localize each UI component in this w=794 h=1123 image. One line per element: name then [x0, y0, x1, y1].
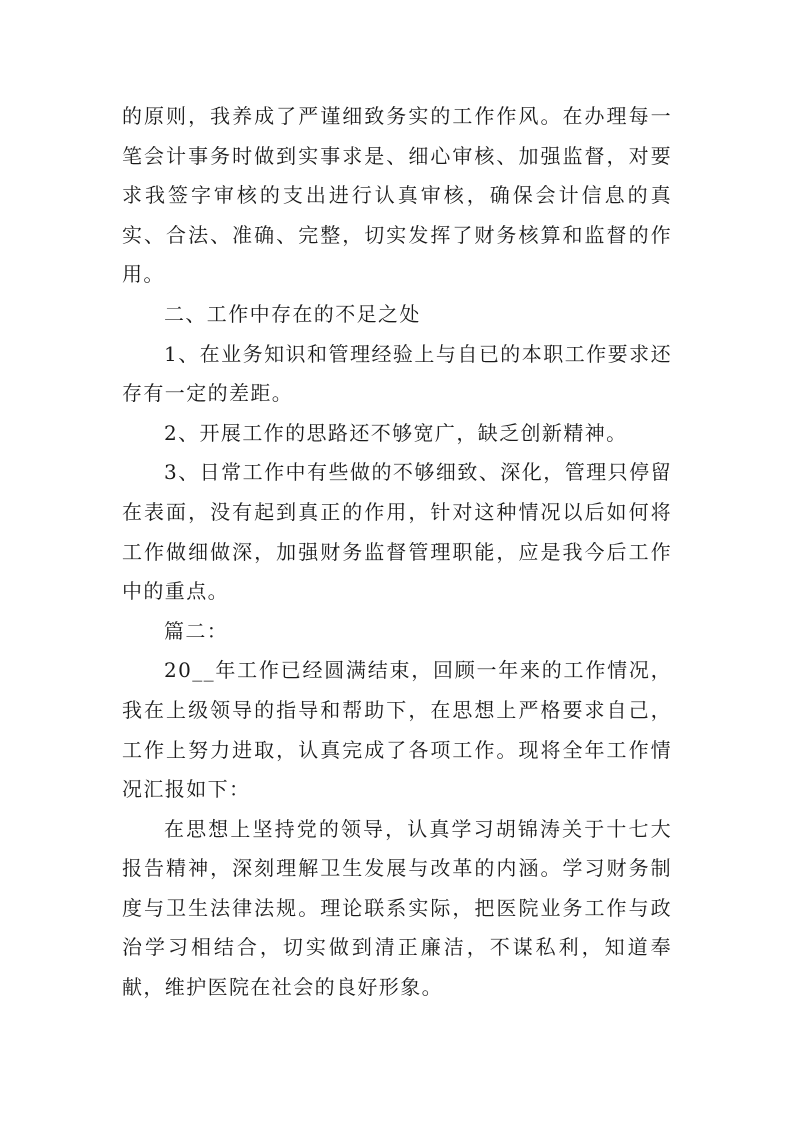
paragraph-ideology: 在思想上坚持党的领导，认真学习胡锦涛关于十七大报告精神，深刻理解卫生发展与改革的内涵。学习财务制度与卫生法律法规。理论联系实际，把医院业务工作与政治学习相结合，切实做到清正廉洁，不谋私利，知道奉献，维护医院在社会的良好形象。	[122, 816, 672, 1000]
paragraph-principle: 的原则，我养成了严谨细致务实的工作作风。在办理每一笔会计事务时做到实事求是、细心审核、加强监督，对要求我签字审核的支出进行认真审核，确保会计信息的真实、合法、准确、完整，切实发挥了财务核算和监督的作用。	[122, 104, 672, 287]
section-heading-shortcomings: 二、工作中存在的不足之处	[164, 301, 421, 326]
list-item-3: 3、日常工作中有些做的不够细致、深化，管理只停留在表面，没有起到真正的作用，针对这种情况以后如何将工作做细做深，加强财务监督管理职能，应是我今后工作中的重点。	[122, 460, 672, 604]
list-item-1: 1、在业务知识和管理经验上与自已的本职工作要求还存有一定的差距。	[122, 341, 672, 406]
article-heading-part-two: 篇二：	[164, 618, 229, 643]
list-item-2: 2、开展工作的思路还不够宽广，缺乏创新精神。	[164, 420, 628, 445]
document-body	[122, 97, 672, 1008]
paragraph-year-summary: 20__年工作已经圆满结束，回顾一年来的工作情况，我在上级领导的指导和帮助下，在思想上严格要求自己，工作上努力进取，认真完成了各项工作。现将全年工作情况汇报如下：	[122, 658, 672, 802]
